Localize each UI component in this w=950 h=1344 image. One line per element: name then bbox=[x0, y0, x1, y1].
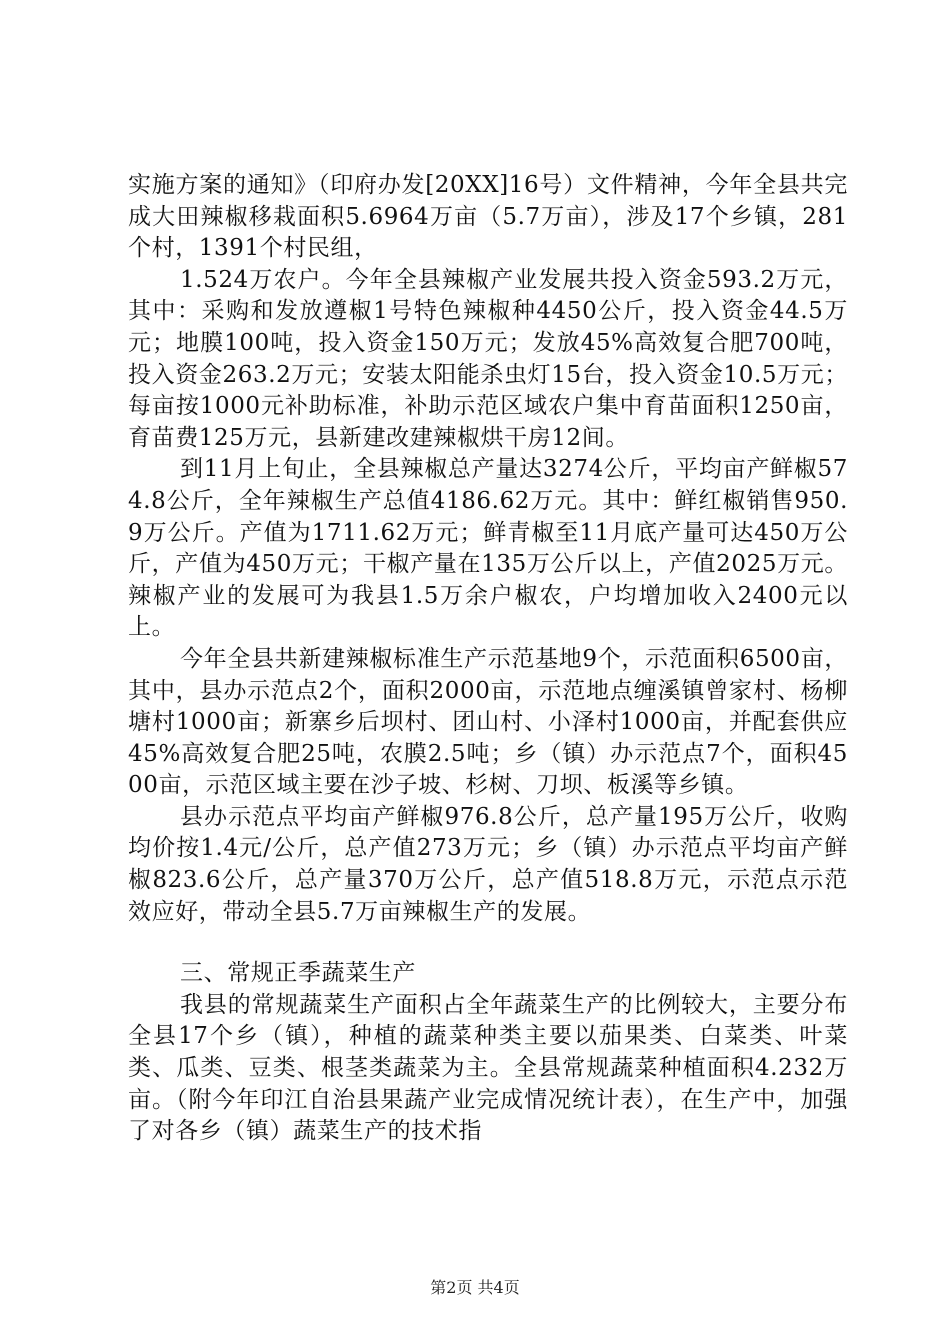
paragraph-investment: 1.524万农户。今年全县辣椒产业发展共投入资金593.2万元，其中：采购和发放遵椒1号特色辣椒种4450公斤，投入资金44.5万元；地膜100吨，投入资金150万元；发放45%高效复合肥700吨，投入资金263.2万元；安装太阳能杀虫灯15台，投入资金10.5万元；每亩按1000元补助标准，补助示范区域农户集中育苗面积1250亩，育苗费125万元，县新建改建辣椒烘干房12间。 bbox=[128, 266, 848, 451]
paragraph-demo-bases: 今年全县共新建辣椒标准生产示范基地9个，示范面积6500亩，其中，县办示范点2个，面积2000亩，示范地点缠溪镇曾家村、杨柳塘村1000亩；新寨乡后坝村、团山村、小泽村1000亩，并配套供应45%高效复合肥25吨，农膜2.5吨；乡（镇）办示范点7个，面积4500亩，示范区域主要在沙子坡、杉树、刀坝、板溪等乡镇。 bbox=[128, 645, 848, 799]
section-heading: 三、常规正季蔬菜生产 bbox=[180, 960, 416, 987]
paragraph-production: 到11月上旬止，全县辣椒总产量达3274公斤，平均亩产鲜椒574.8公斤，全年辣椒生产总值4186.62万元。其中：鲜红椒销售950.9万公斤。产值为1711.62万元；鲜青椒至11月底产量可达450万公斤，产值为450万元；干椒产量在135万公斤以上，产值2025万元。辣椒产业的发展可为我县1.5万余户椒农，户均增加收入2400元以上。 bbox=[128, 456, 848, 641]
paragraph-regular-vegetables: 我县的常规蔬菜生产面积占全年蔬菜生产的比例较大，主要分布全县17个乡（镇），种植的蔬菜种类主要以茄果类、白菜类、叶菜类、瓜类、豆类、根茎类蔬菜为主。全县常规蔬菜种植面积4.232万亩。（附今年印江自治县果蔬产业完成情况统计表），在生产中，加强了对各乡（镇）蔬菜生产的技术指 bbox=[128, 991, 848, 1145]
paragraph-demo-yield: 县办示范点平均亩产鲜椒976.8公斤，总产量195万公斤，收购均价按1.4元/公斤，总产值273万元；乡（镇）办示范点平均亩产鲜椒823.6公斤，总产量370万公斤，总产值518.8万元，示范点示范效应好，带动全县5.7万亩辣椒生产的发展。 bbox=[128, 803, 848, 925]
page-number-footer: 第2页 共4页 bbox=[430, 1278, 520, 1297]
paragraph-notice-continuation: 实施方案的通知》（印府办发[20XX]16号）文件精神，今年全县共完成大田辣椒移栽面积5.6964万亩（5.7万亩），涉及17个乡镇，281个村，1391个村民组， bbox=[128, 172, 848, 262]
document-body bbox=[128, 170, 848, 1148]
